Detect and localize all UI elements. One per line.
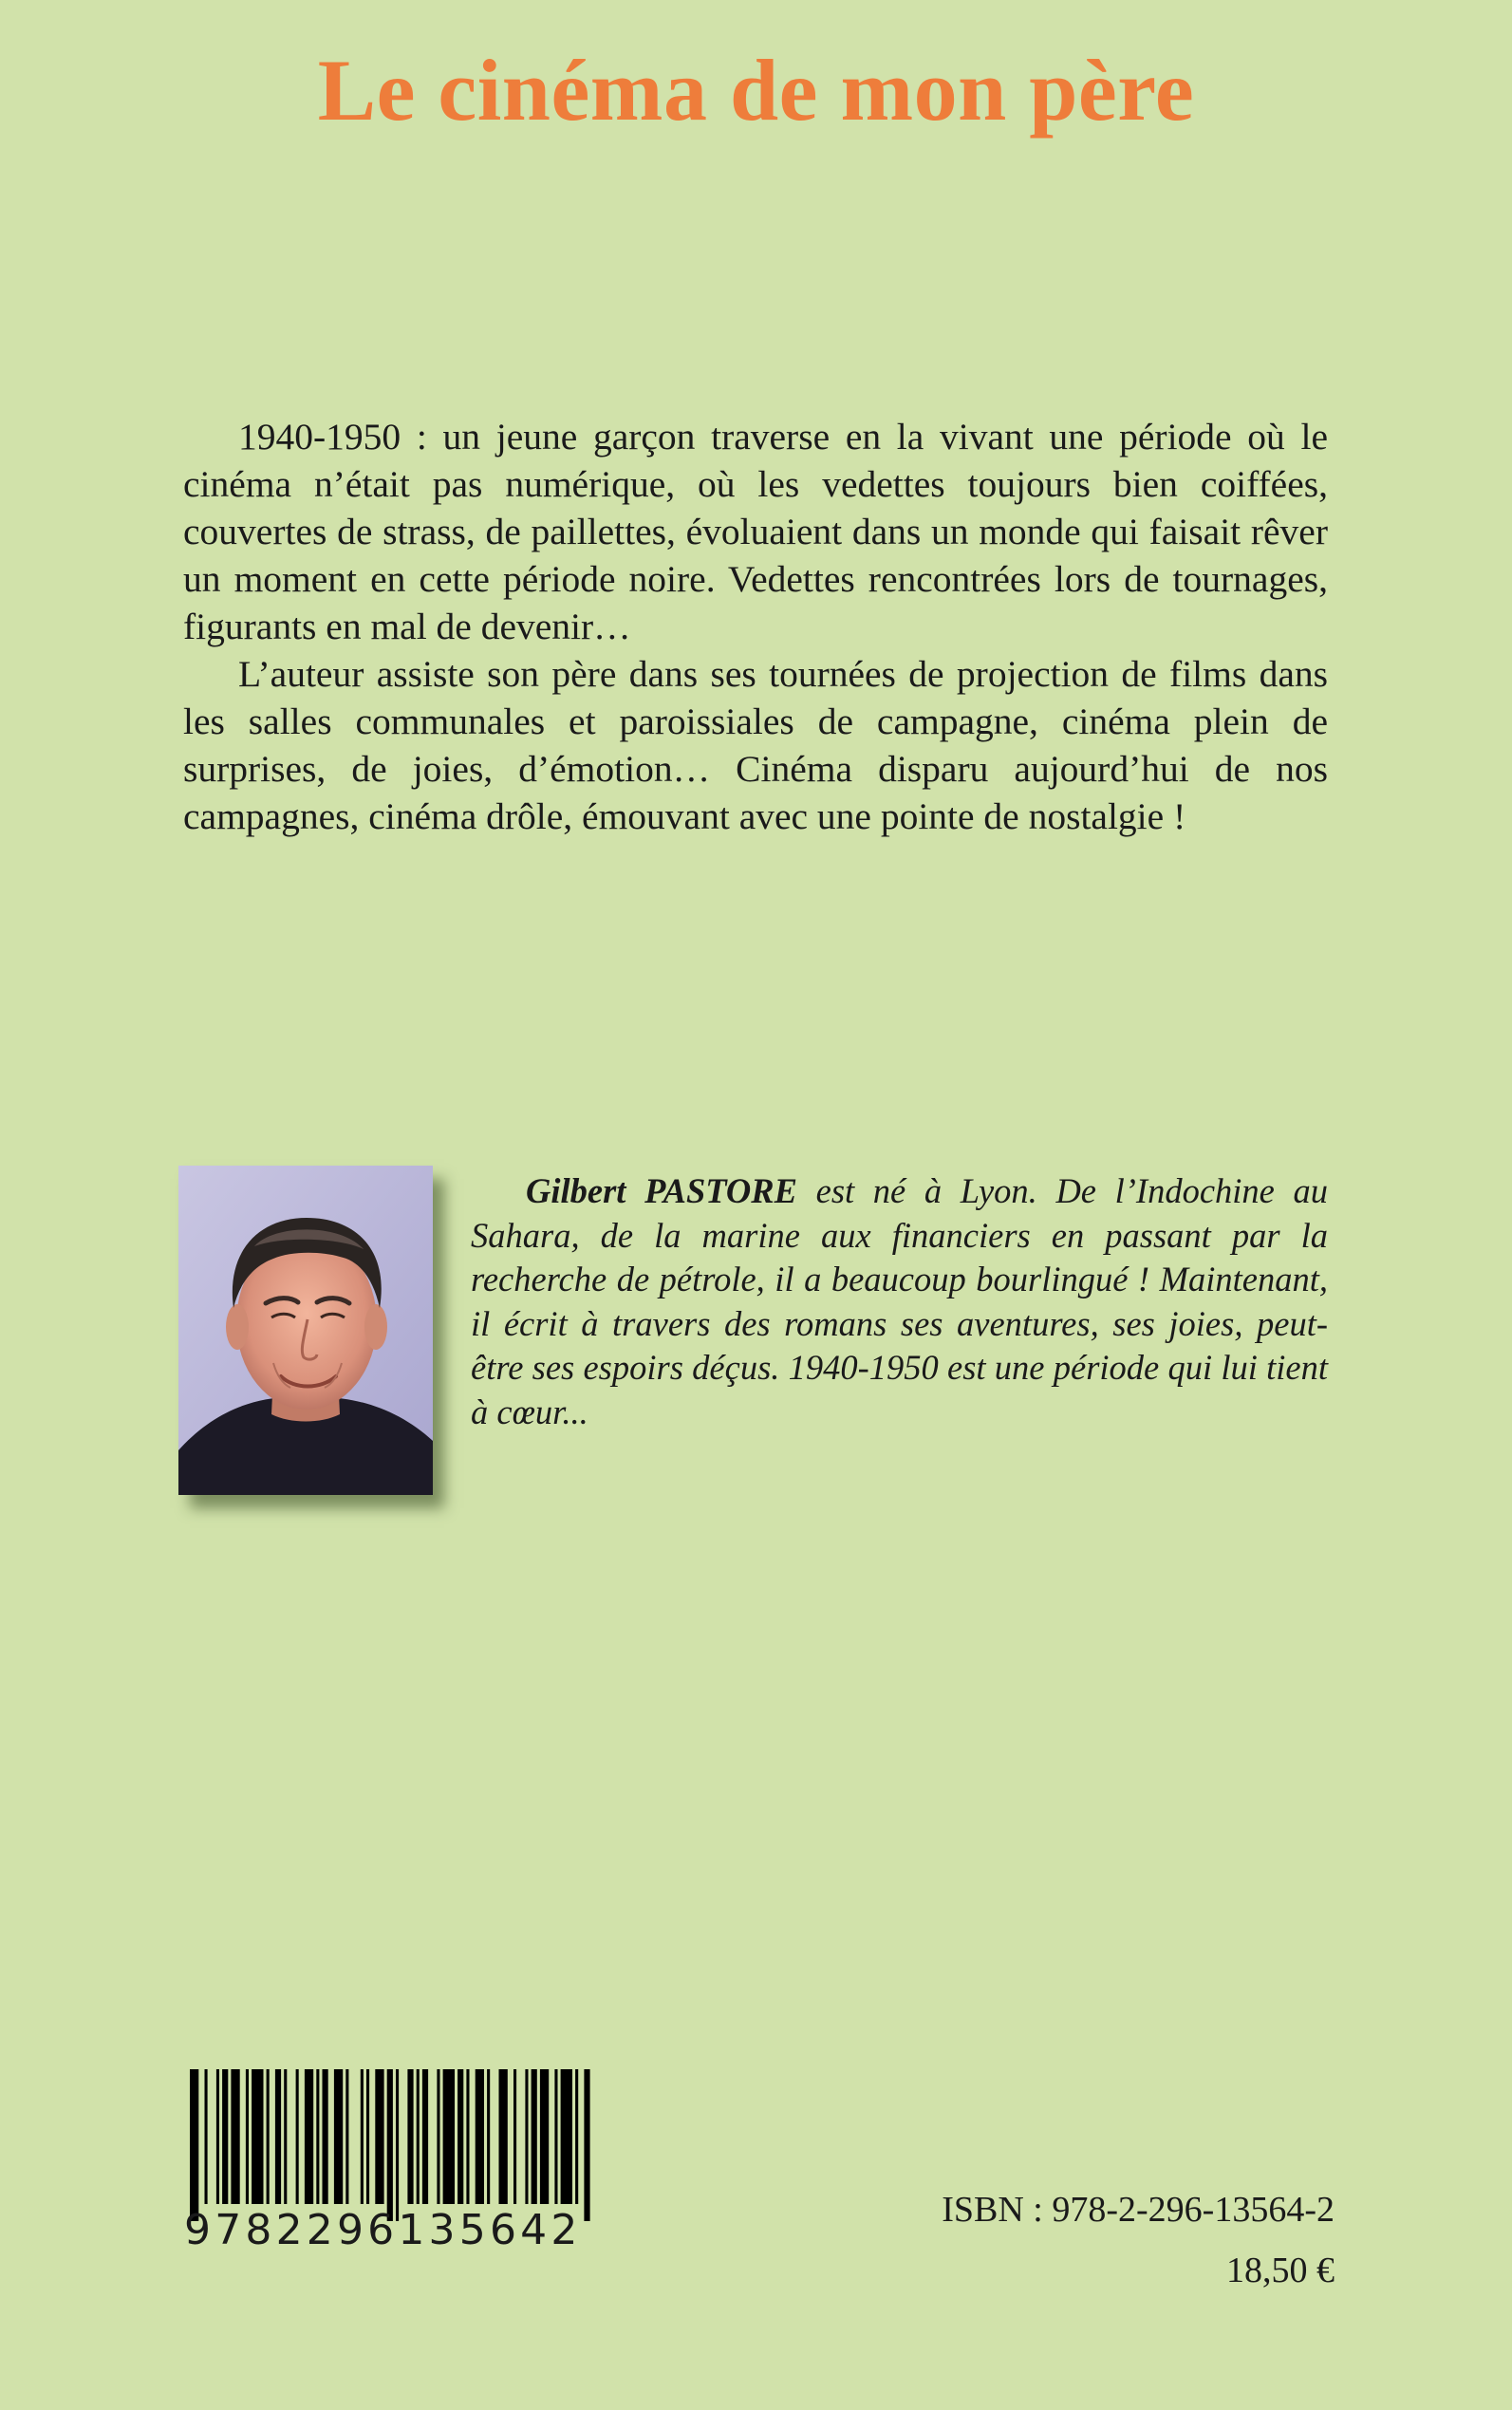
barcode-bar [525, 2069, 528, 2204]
barcode-bar [437, 2069, 439, 2204]
barcode-bar [396, 2069, 399, 2221]
barcode-bar [387, 2069, 393, 2221]
barcode-bar [305, 2069, 313, 2204]
barcode-bar [457, 2069, 463, 2204]
barcode-digits: 9782296135642 [184, 2206, 582, 2254]
barcode-bar [466, 2069, 469, 2204]
author-bio-text: est né à Lyon. De l’Indochine au Sahara, de la marine aux financiers en passant par la recherche de pétrole, il a beaucoup bourlingué ! Maintenant, il écrit à travers des romans ses aventures, ses joies, peut-être ses espoirs déçus. 1940-1950 est une période qui lui tient à cœur... [471, 1171, 1329, 1431]
barcode-bar [222, 2069, 228, 2204]
barcode-bar [407, 2069, 413, 2204]
barcode-bar [554, 2069, 557, 2204]
barcode-bar [316, 2069, 319, 2204]
barcode-bar [205, 2069, 208, 2204]
barcode-bar [216, 2069, 219, 2204]
book-summary [183, 413, 1328, 840]
barcode-bar [584, 2069, 589, 2221]
barcode-bar [334, 2069, 343, 2204]
barcode-bar [246, 2069, 249, 2204]
barcode-bar [575, 2069, 578, 2204]
barcode-bar [252, 2069, 263, 2204]
barcode-bar [499, 2069, 508, 2204]
barcode-bar [540, 2069, 549, 2204]
barcode-bar [375, 2069, 383, 2204]
summary-paragraph-1: 1940-1950 : un jeune garçon traverse en la vivant une période où le cinéma n’était pas numérique, où les vedettes toujours bien coiffées, couvertes de strass, de paillettes, évoluaient dans un monde qui faisait rêver un moment en cette période noire. Vedettes rencontrées lors de tournages, figurants en mal de devenir… [183, 416, 1328, 647]
barcode-bar [532, 2069, 537, 2204]
barcode-bar [323, 2069, 328, 2204]
barcode-bar [361, 2069, 364, 2204]
barcode-bar [476, 2069, 484, 2204]
author-bio [471, 1169, 1328, 1434]
barcode-bar [345, 2069, 348, 2204]
barcode-bar [487, 2069, 490, 2204]
barcode-bar [190, 2069, 198, 2221]
barcode-bar [422, 2069, 428, 2204]
barcode-bar [417, 2069, 420, 2204]
author-photo [178, 1166, 433, 1495]
barcode-bar [561, 2069, 572, 2204]
barcode-bar [267, 2069, 270, 2204]
barcode-bar [284, 2069, 287, 2204]
author-name: Gilbert PASTORE [526, 1171, 797, 1210]
book-title: Le cinéma de mon père [317, 42, 1195, 139]
book-price: 18,50 € [1226, 2251, 1335, 2290]
barcode-bar [296, 2069, 299, 2204]
barcode-bar [366, 2069, 369, 2204]
barcode-bar [231, 2069, 239, 2204]
barcode-bar [275, 2069, 281, 2204]
barcode [188, 2069, 594, 2297]
summary-paragraph-2: L’auteur assiste son père dans ses tournées de projection de films dans les salles communales et paroissiales de campagne, cinéma plein de surprises, de joies, d’émotion… Cinéma disparu aujourd’hui de nos campagnes, cinéma drôle, émouvant avec une pointe de nostalgie ! [183, 653, 1328, 837]
barcode-bar [513, 2069, 516, 2204]
barcode-bar [443, 2069, 455, 2204]
isbn-number: ISBN : 978-2-296-13564-2 [942, 2190, 1335, 2230]
